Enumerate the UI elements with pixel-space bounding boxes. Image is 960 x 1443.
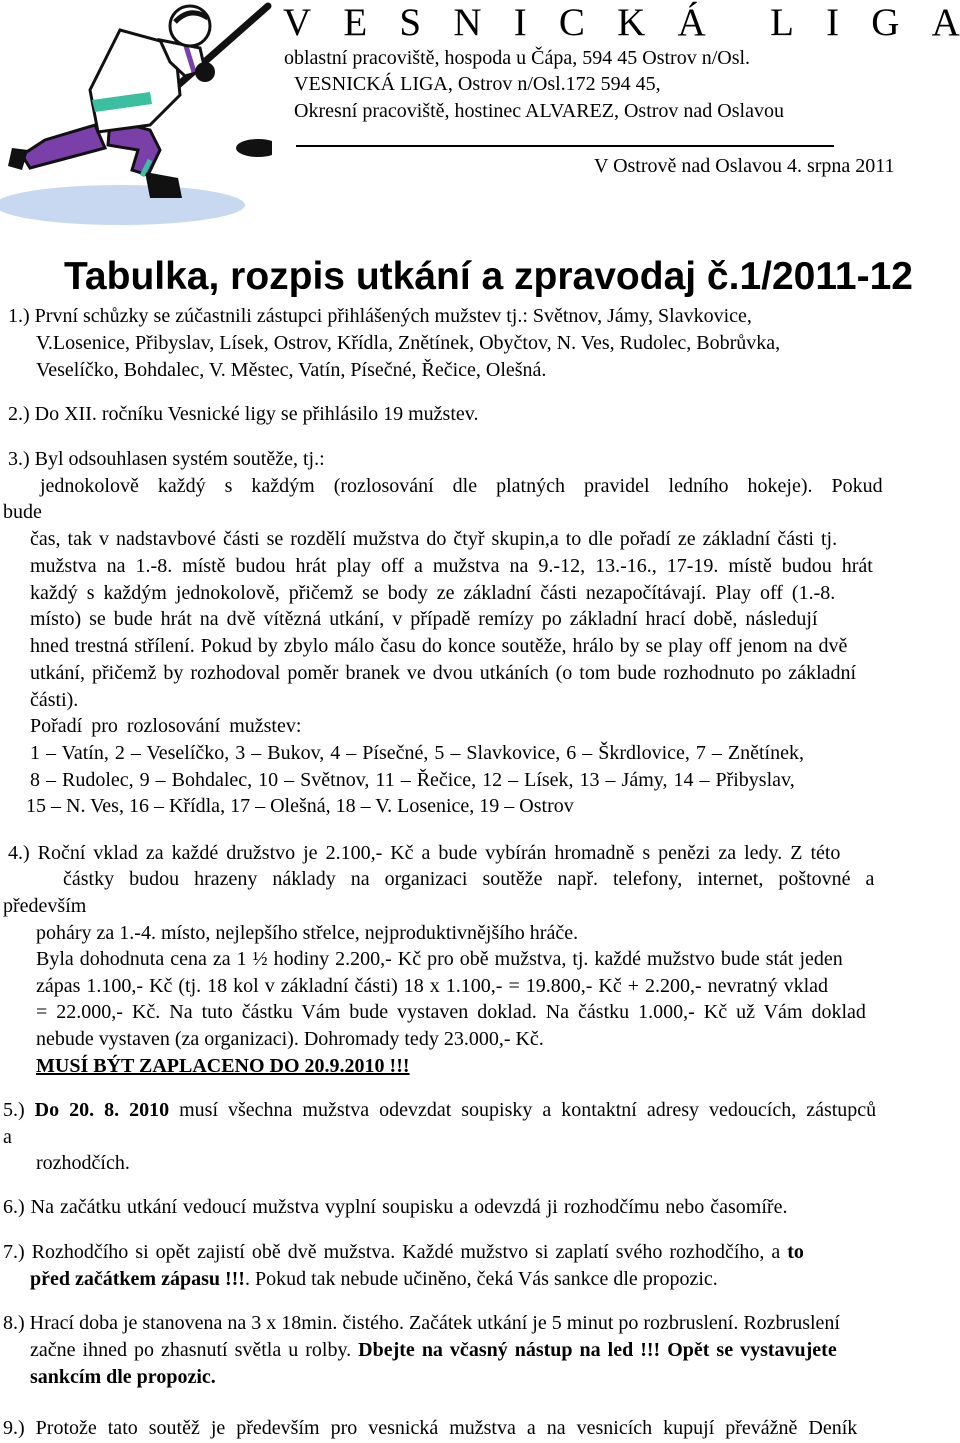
header-address-2: VESNICKÁ LIGA, Ostrov n/Osl.172 594 45, bbox=[294, 73, 661, 95]
section-4-line-7: = 22.000,- Kč. Na tuto částku Vám bude vystaven doklad. Na částku 1.000,- Kč už Vám doklad bbox=[36, 1001, 866, 1023]
section-3-line-7: místo) se bude hrát na dvě vítězná utkání, v případě remízy po základní hrací době, následují bbox=[30, 608, 818, 630]
section-8-line-1: 8.) Hrací doba je stanovena na 3 x 18min. čistého. Začátek utkání je 5 minut po rozbruslení. Rozbruslení bbox=[3, 1312, 840, 1334]
title-letter: S bbox=[399, 0, 422, 44]
section-8-line-3: sankcím dle propozic. bbox=[30, 1366, 216, 1388]
soupisky-deadline: Do 20. 8. 2010 bbox=[34, 1099, 170, 1121]
before-match-warning: před začátkem zápasu !!! bbox=[30, 1268, 245, 1290]
header-address-3: Okresní pracoviště, hostinec ALVAREZ, Ostrov nad Oslavou bbox=[294, 100, 784, 122]
title-letter: V bbox=[283, 0, 312, 44]
section-1-line-2: V.Losenice, Přibyslav, Lísek, Ostrov, Křídla, Znětínek, Obyčtov, N. Ves, Rudolec, Bobrůvka, bbox=[36, 332, 781, 354]
section-4-line-4: poháry za 1.-4. místo, nejlepšího střelce, nejproduktivnějšího hráče. bbox=[36, 922, 579, 944]
section-5-line-2: a bbox=[3, 1126, 12, 1148]
section-7-bold: to bbox=[787, 1241, 804, 1263]
section-3-line-5: mužstva na 1.-8. místě budou hrát play off a mužstva na 9.-12, 13.-16., 17-19. místě budou hrát bbox=[30, 555, 873, 577]
section-3-line-4: čas, tak v nadstavbové části se rozdělí mužstva do čtyř skupin,a to dle pořadí ze základní části tj. bbox=[30, 528, 838, 550]
hockey-player-icon bbox=[0, 0, 272, 232]
ice-shadow bbox=[0, 185, 245, 225]
section-3-line-6: každý s každým jednokolově, přičemž se body ze základní části nezapočítávají. Play off (1.-8. bbox=[30, 582, 836, 604]
section-4-line-2: částky budou hrazeny náklady na organizaci soutěže např. telefony, internet, poštovné a bbox=[63, 868, 875, 890]
title-letter: C bbox=[558, 0, 585, 44]
section-4-line-8: nebude vystaven (za organizaci). Dohromady tedy 23.000,- Kč. bbox=[36, 1028, 544, 1050]
section-5-line-3: rozhodčích. bbox=[36, 1152, 130, 1174]
section-4-line-1: 4.) Roční vklad za každé družstvo je 2.100,- Kč a bude vybírán hromadně s penězi za ledy. Z této bbox=[8, 842, 841, 864]
team-order-line-2: 8 – Rudolec, 9 – Bohdalec, 10 – Světnov, 11 – Řečice, 12 – Lísek, 13 – Jámy, 14 – Přibyslav, bbox=[30, 769, 795, 791]
team-order-line-3: 15 – N. Ves, 16 – Křídla, 17 – Olešná, 18 – V. Losenice, 19 – Ostrov bbox=[26, 795, 574, 817]
section-5-prefix: 5.) bbox=[3, 1099, 35, 1121]
header-divider bbox=[296, 145, 834, 147]
title-letter: K bbox=[617, 0, 646, 44]
section-8-line-2 bbox=[30, 1337, 837, 1363]
section-5-line-1 bbox=[3, 1097, 876, 1123]
section-4-line-6: zápas 1.100,- Kč (tj. 18 kol v základní části) 18 x 1.100,- = 19.800,- Kč + 2.200,- nevratný vklad bbox=[36, 975, 829, 997]
section-3-line-1: 3.) Byl odsouhlasen systém soutěže, tj.: bbox=[8, 448, 325, 470]
section-3-line-3: bude bbox=[3, 501, 42, 523]
section-1-line-1: 1.) První schůzky se zúčastnili zástupci přihlášených mužstev tj.: Světnov, Jámy, Slavkovice, bbox=[8, 305, 752, 327]
title-letter: I bbox=[513, 0, 527, 44]
payment-deadline-warning: MUSÍ BÝT ZAPLACENO DO 20.9.2010 !!! bbox=[36, 1055, 410, 1077]
document-title: Tabulka, rozpis utkání a zpravodaj č.1/2011-12 bbox=[64, 255, 913, 298]
title-letter: I bbox=[826, 0, 840, 44]
section-3-line-10: části). bbox=[30, 689, 79, 711]
section-4-line-3: především bbox=[3, 895, 87, 917]
on-time-warning: Dbejte na včasný nástup na led !!! Opět se vystavujete bbox=[358, 1339, 837, 1361]
section-3-line-9: utkání, přičemž by rozhodoval poměr branek ve dvou utkáních (o tom bude rozhodnuto po základní bbox=[30, 662, 857, 684]
section-7-sanction: . Pokud tak nebude učiněno, čeká Vás sankce dle propozic. bbox=[244, 1268, 718, 1290]
section-1-line-3: Veselíčko, Bohdalec, V. Městec, Vatín, Písečné, Řečice, Olešná. bbox=[36, 359, 547, 381]
title-letter: Á bbox=[677, 0, 706, 44]
section-4-line-5: Byla dohodnuta cena za 1 ½ hodiny 2.200,- Kč pro obě mužstva, tj. každé mužstvo bude stát jeden bbox=[36, 948, 843, 970]
section-5-text: musí všechna mužstva odevzdat soupisky a kontaktní adresy vedoucích, zástupců bbox=[169, 1099, 877, 1121]
section-7-line-1 bbox=[3, 1239, 804, 1265]
title-letter: G bbox=[871, 0, 900, 44]
section-3-line-8: hned trestná střílení. Pokud by zbylo málo času do konce soutěže, hrálo by se play off jenom na dvě bbox=[30, 635, 848, 657]
title-letter: L bbox=[770, 0, 794, 44]
section-3-line-2: jednokolově každý s každým (rozlosování dle platných pravidel ledního hokeje). Pokud bbox=[40, 475, 883, 497]
title-letter: E bbox=[343, 0, 368, 44]
section-9-line: 9.) Protože tato soutěž je především pro vesnická mužstva a na vesnicích kupují převážně Deník bbox=[3, 1417, 858, 1439]
section-3-line-11: Pořadí pro rozlosování mužstev: bbox=[30, 715, 302, 737]
section-2-line: 2.) Do XII. ročníku Vesnické ligy se přihlásilo 19 mužstev. bbox=[8, 403, 479, 425]
section-7-line-2 bbox=[30, 1266, 718, 1292]
section-8-text: začne ihned po zhasnutí světla u rolby. bbox=[30, 1339, 359, 1361]
team-order-line-1: 1 – Vatín, 2 – Veselíčko, 3 – Bukov, 4 – Písečné, 5 – Slavkovice, 6 – Škrdlovice, 7 – Znětínek, bbox=[30, 742, 804, 764]
header-date: V Ostrově nad Oslavou 4. srpna 2011 bbox=[594, 155, 895, 177]
section-7-text: 7.) Rozhodčího si opět zajistí obě dvě mužstva. Každé mužstvo si zaplatí svého rozhodčího, a bbox=[3, 1241, 781, 1263]
title-letter: A bbox=[931, 0, 960, 44]
title-letter: N bbox=[453, 0, 482, 44]
league-title bbox=[283, 0, 960, 44]
section-6-line: 6.) Na začátku utkání vedoucí mužstva vyplní soupisku a odevzdá ji rozhodčímu nebo časomíře. bbox=[3, 1196, 788, 1218]
header-address-1: oblastní pracoviště, hospoda u Čápa, 594 45 Ostrov n/Osl. bbox=[284, 47, 751, 69]
